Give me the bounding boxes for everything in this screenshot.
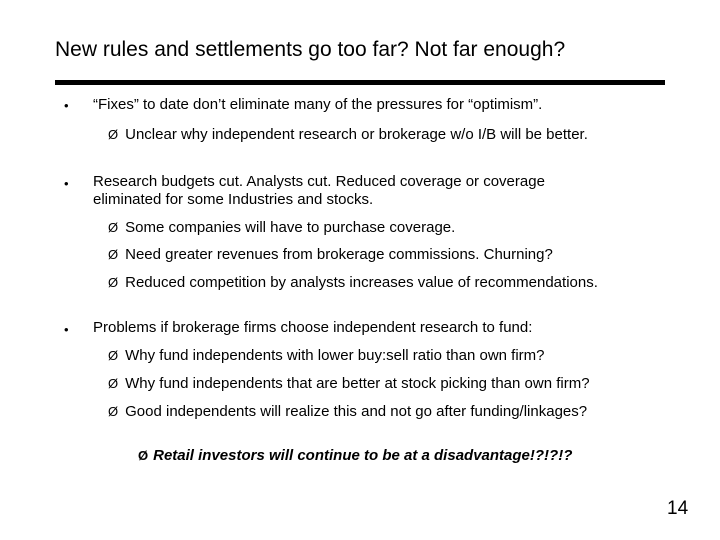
bullet-text: “Fixes” to date don’t eliminate many of the pressures for “optimism”. bbox=[93, 96, 543, 113]
arrow-bullet-icon: Ø bbox=[108, 348, 119, 363]
bullet-marker: • bbox=[64, 322, 69, 337]
arrow-bullet-icon: Ø bbox=[108, 127, 119, 142]
sub-point bbox=[108, 219, 455, 236]
arrow-bullet-icon: Ø bbox=[108, 275, 119, 290]
slide-title: New rules and settlements go too far? Not far enough? bbox=[55, 38, 566, 61]
sub-point-text: Some companies will have to purchase coverage. bbox=[125, 219, 456, 236]
bullet-text: Problems if brokerage firms choose independent research to fund: bbox=[93, 319, 533, 336]
bullet-marker: • bbox=[64, 98, 69, 113]
sub-point bbox=[108, 403, 587, 420]
page-number: 14 bbox=[667, 498, 689, 519]
sub-point bbox=[108, 126, 588, 143]
title-divider bbox=[55, 80, 665, 85]
sub-point bbox=[108, 375, 590, 392]
conclusion-text: Retail investors will continue to be at a disadvantage!?!?!? bbox=[153, 447, 573, 464]
arrow-bullet-icon: Ø bbox=[108, 376, 119, 391]
arrow-bullet-icon: Ø bbox=[108, 404, 119, 419]
bullet-text: Research budgets cut. Analysts cut. Reduced coverage or coverage eliminated for some Industries and stocks. bbox=[93, 173, 545, 208]
sub-point-text: Need greater revenues from brokerage commissions. Churning? bbox=[125, 246, 553, 263]
arrow-bullet-icon: Ø bbox=[108, 247, 119, 262]
bullet-marker: • bbox=[64, 176, 69, 191]
sub-point-text: Unclear why independent research or brokerage w/o I/B will be better. bbox=[125, 126, 588, 143]
sub-point-text: Why fund independents that are better at stock picking than own firm? bbox=[125, 375, 590, 392]
sub-point-text: Reduced competition by analysts increases value of recommendations. bbox=[125, 274, 598, 291]
sub-point-text: Good independents will realize this and not go after funding/linkages? bbox=[125, 403, 588, 420]
sub-point bbox=[108, 274, 598, 291]
conclusion bbox=[138, 447, 572, 464]
arrow-bullet-icon: Ø bbox=[138, 448, 149, 463]
sub-point bbox=[108, 347, 545, 364]
sub-point-text: Why fund independents with lower buy:sell ratio than own firm? bbox=[125, 347, 545, 364]
sub-point bbox=[108, 246, 553, 263]
arrow-bullet-icon: Ø bbox=[108, 220, 119, 235]
